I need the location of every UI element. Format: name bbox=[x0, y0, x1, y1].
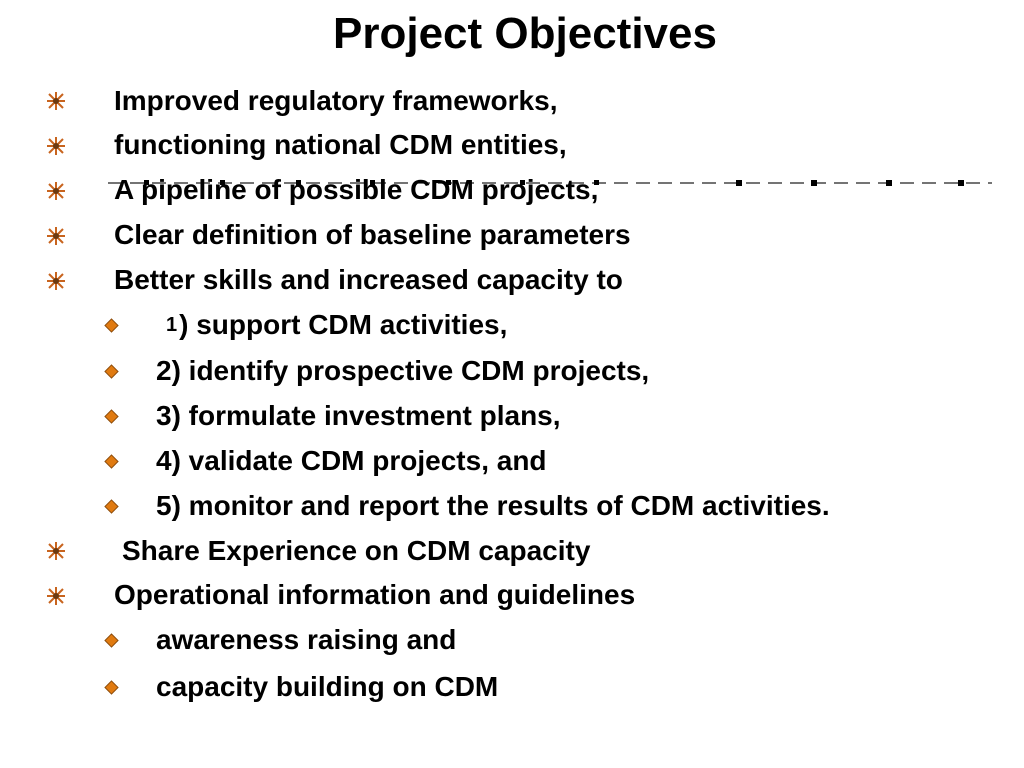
orange-diamond-icon bbox=[104, 499, 119, 514]
sub-bullet-text: 2) identify prospective CDM projects, bbox=[156, 355, 650, 386]
bullet-item bbox=[114, 84, 557, 118]
asterisk-star-icon bbox=[46, 91, 66, 111]
orange-diamond-icon bbox=[104, 680, 119, 695]
sub-bullet-text: ) support CDM activities, bbox=[179, 309, 508, 340]
asterisk-star-icon bbox=[46, 586, 66, 606]
sub-bullet-item bbox=[156, 444, 547, 478]
bullet-item bbox=[122, 534, 590, 568]
sub-bullet-number: 1 bbox=[166, 314, 178, 336]
slide-title: Project Objectives bbox=[333, 9, 717, 58]
orange-diamond-icon bbox=[104, 633, 119, 648]
asterisk-star-icon bbox=[46, 136, 66, 156]
bullet-item bbox=[114, 218, 631, 252]
bullet-text: Improved regulatory frameworks, bbox=[114, 85, 558, 116]
asterisk-star-icon bbox=[46, 181, 66, 201]
bullet-item bbox=[114, 128, 567, 162]
asterisk-star-icon bbox=[46, 226, 66, 246]
orange-diamond-icon bbox=[104, 364, 119, 379]
sub-bullet-item bbox=[156, 489, 830, 523]
bullet-item bbox=[114, 578, 635, 612]
asterisk-star-icon bbox=[46, 541, 66, 561]
orange-diamond-icon bbox=[104, 454, 119, 469]
asterisk-star-icon bbox=[46, 271, 66, 291]
orange-diamond-icon bbox=[104, 409, 119, 424]
orange-diamond-icon bbox=[104, 318, 119, 333]
bullet-item bbox=[114, 263, 623, 297]
sub-bullet-text: 4) validate CDM projects, and bbox=[156, 445, 547, 476]
bullet-item bbox=[114, 173, 598, 207]
sub-bullet-text: awareness raising and bbox=[156, 624, 457, 655]
bullet-text: Clear definition of baseline parameters bbox=[114, 219, 631, 250]
sub-bullet-item bbox=[156, 623, 456, 657]
sub-bullet-item bbox=[156, 399, 561, 433]
sub-bullet-item bbox=[156, 308, 507, 342]
bullet-text: Operational information and guidelines bbox=[114, 579, 636, 610]
bullet-text: Better skills and increased capacity to bbox=[114, 264, 623, 295]
sub-bullet-text: 3) formulate investment plans, bbox=[156, 400, 561, 431]
sub-bullet-item bbox=[156, 670, 498, 704]
sub-bullet-text: capacity building on CDM bbox=[156, 671, 499, 702]
bullet-text: A pipeline of possible CDM projects, bbox=[114, 174, 599, 205]
bullet-text: Share Experience on CDM capacity bbox=[122, 535, 591, 566]
sub-bullet-item bbox=[156, 354, 649, 388]
bullet-text: functioning national CDM entities, bbox=[114, 129, 567, 160]
sub-bullet-text: 5) monitor and report the results of CDM activities. bbox=[156, 490, 830, 521]
